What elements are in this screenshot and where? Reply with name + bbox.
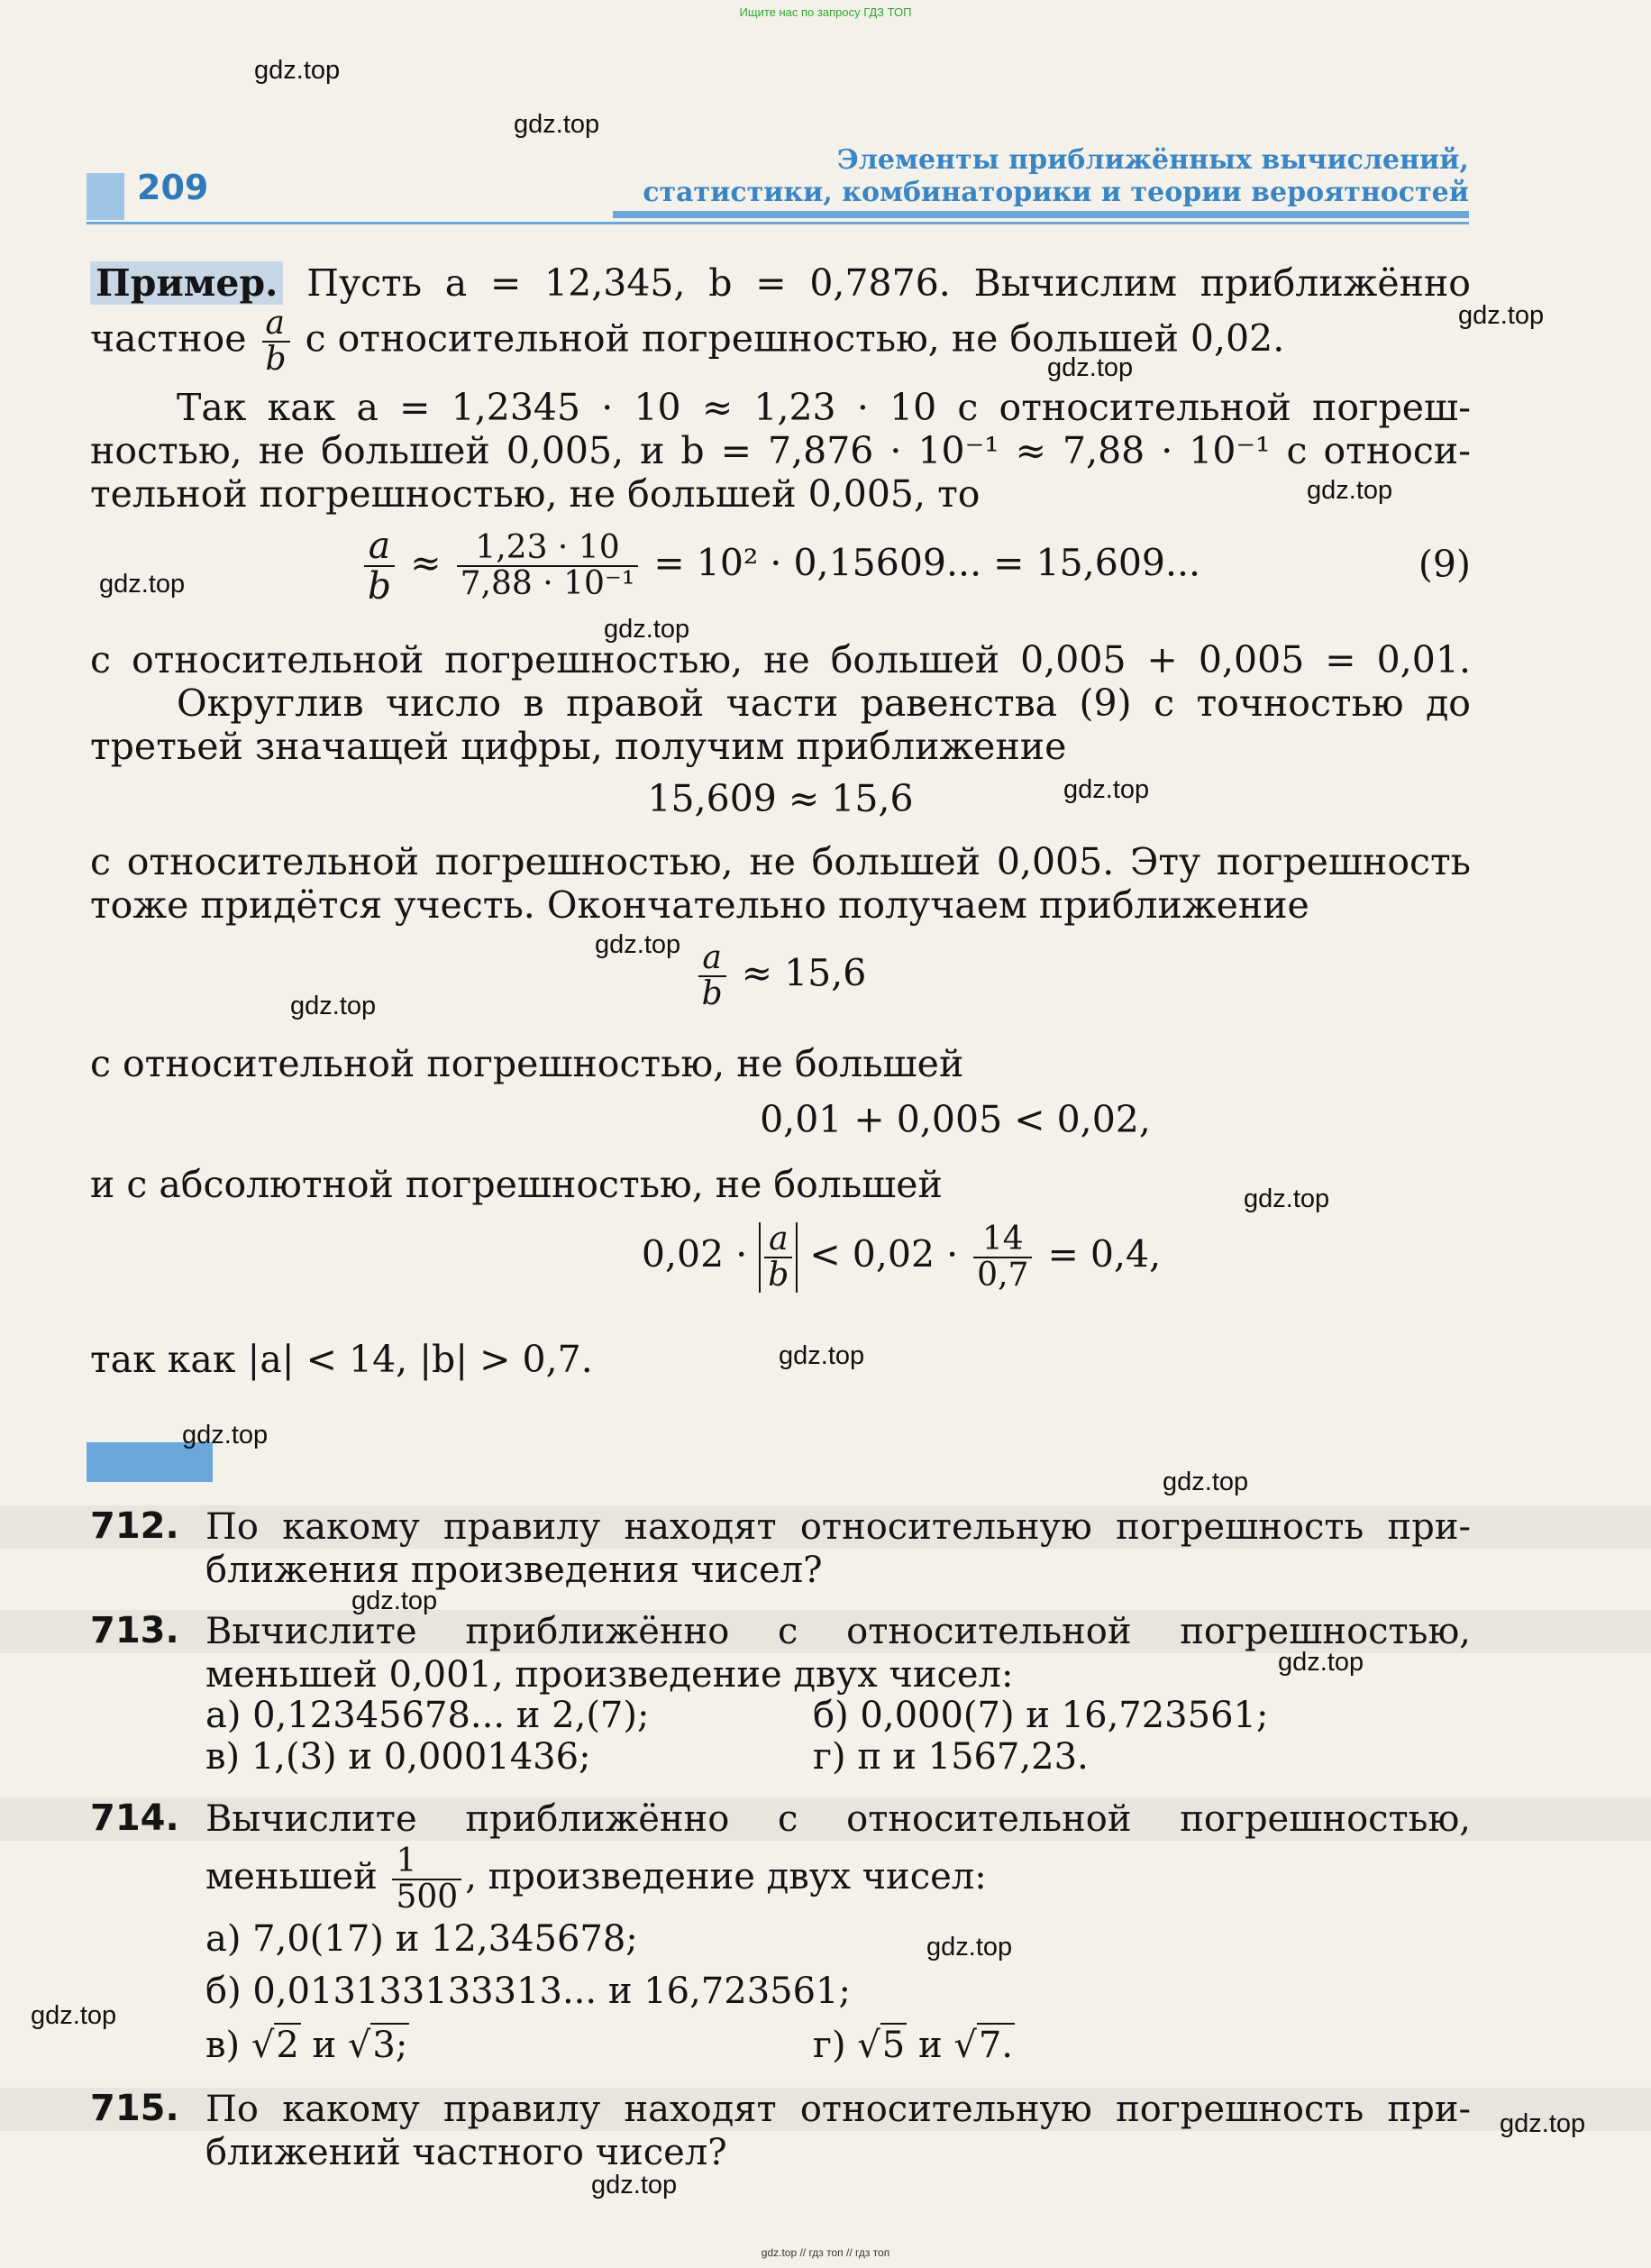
example-text: Пусть a = 12,345, b = 0,7876. Вычислим приближённо xyxy=(306,261,1471,305)
fraction-a-over-b xyxy=(364,526,395,606)
watermark: gdz.top xyxy=(1063,775,1150,804)
text: = 0,4, xyxy=(1047,1232,1162,1276)
equation-rounding: 15,609 ≈ 15,6 xyxy=(647,777,914,820)
exercise-number: 714. xyxy=(90,1797,179,1839)
sqrt: √7. xyxy=(953,2025,1014,2066)
exercise-text xyxy=(205,1844,1471,1915)
denominator: b xyxy=(701,974,723,1012)
fraction xyxy=(457,531,639,601)
exercise-text: Вычислите приближённо с относительной погрешностью, xyxy=(205,1798,1471,1840)
fraction-one-over-500 xyxy=(392,1844,461,1915)
denominator: 7,88 · 10⁻¹ xyxy=(460,565,635,603)
sqrt: √2 xyxy=(251,2025,299,2066)
exercise-option: а) 7,0(17) и 12,345678; xyxy=(205,1918,638,1960)
numerator: a xyxy=(698,941,726,977)
watermark: gdz.top xyxy=(31,2001,117,2030)
exercise-text: По какому правилу находят относительную погрешность при- xyxy=(205,2089,1471,2130)
paragraph-line: третьей значащей цифры, получим приближение xyxy=(90,725,1067,768)
text: в) xyxy=(205,2025,241,2066)
watermark: gdz.top xyxy=(514,110,600,139)
text: меньшей xyxy=(205,1855,378,1898)
header-rule-thin xyxy=(87,222,1469,224)
text: , произведение двух чисел: xyxy=(465,1855,987,1898)
watermark: gdz.top xyxy=(926,1933,1013,1962)
denominator: b xyxy=(768,1256,789,1294)
example-label: Пример. xyxy=(90,261,283,305)
equation-number: (9) xyxy=(1418,543,1471,586)
page-number-bar xyxy=(87,173,124,220)
watermark: gdz.top xyxy=(182,1421,269,1450)
paragraph-line: Так как a = 1,2345 · 10 ≈ 1,23 · 10 с относительной погреш- xyxy=(177,386,1471,429)
denominator: 0,7 xyxy=(977,1256,1029,1294)
text: с относительной погрешностью, не большей 0,02. xyxy=(305,316,1285,361)
exercise-number: 713. xyxy=(90,1610,179,1651)
exercise-number: 715. xyxy=(90,2088,179,2129)
watermark: gdz.top xyxy=(591,2171,678,2199)
running-header-line2: статистики, комбинаторики и теории вероятностей xyxy=(643,177,1469,208)
numerator: 1 xyxy=(392,1844,461,1880)
abs-value xyxy=(759,1222,798,1293)
exercise-option: б) 0,000(7) и 16,723561; xyxy=(813,1695,1269,1736)
watermark: gdz.top xyxy=(1244,1184,1330,1213)
denominator: 500 xyxy=(396,1878,459,1916)
page-number: 209 xyxy=(137,168,209,207)
watermark: gdz.top xyxy=(1163,1468,1249,1496)
watermark: gdz.top xyxy=(254,56,341,85)
text: частное xyxy=(90,316,247,361)
watermark: gdz.top xyxy=(595,930,681,959)
radicand: 5 xyxy=(881,2025,906,2066)
paragraph-line: ностью, не большей 0,005, и b = 7,876 · 10⁻¹ ≈ 7,88 · 10⁻¹ с относи- xyxy=(90,429,1471,472)
exercise-text: Вычислите приближённо с относительной погрешностью, xyxy=(205,1611,1471,1652)
bottom-banner[interactable]: gdz.top // гдз топ // гдз топ xyxy=(761,2246,890,2259)
paragraph-line: тоже придётся учесть. Окончательно получаем приближение xyxy=(90,883,1309,927)
radicand: 3; xyxy=(372,2025,408,2066)
text: и xyxy=(917,2025,943,2066)
exercise-option: б) 0,013133133313... и 16,723561; xyxy=(205,1971,851,2012)
watermark: gdz.top xyxy=(290,992,377,1020)
paragraph-line: тельной погрешностью, не большей 0,005, то xyxy=(90,472,981,516)
watermark: gdz.top xyxy=(99,570,186,599)
text: 0,02 · xyxy=(641,1232,748,1276)
equation-9 xyxy=(90,526,1471,606)
running-header-line1: Элементы приближённых вычислений, xyxy=(836,144,1469,176)
exercise-option: в) 1,(3) и 0,0001436; xyxy=(205,1736,591,1778)
watermark: gdz.top xyxy=(604,615,690,644)
numerator: 1,23 · 10 xyxy=(457,531,639,567)
top-banner[interactable]: Ищите нас по запросу ГДЗ ТОП xyxy=(739,5,912,19)
fraction xyxy=(973,1222,1032,1293)
exercise-number: 712. xyxy=(90,1505,179,1547)
numerator: 14 xyxy=(973,1222,1032,1258)
example-line-1 xyxy=(90,261,1471,305)
text: г) xyxy=(813,2025,846,2066)
header-rule xyxy=(613,211,1469,218)
exercise-text: меньшей 0,001, произведение двух чисел: xyxy=(205,1654,1014,1696)
equation-absolute xyxy=(451,1222,1352,1293)
paragraph-line: с относительной погрешностью, не большей 0,005. Эту погрешность xyxy=(90,840,1471,883)
numerator: a xyxy=(364,526,395,567)
paragraph-line: Округлив число в правой части равенства (9) с точностью до xyxy=(177,681,1471,725)
equation-rest: = 10² · 0,15609... = 15,609... xyxy=(653,541,1201,585)
exercise-text: По какому правилу находят относительную погрешность при- xyxy=(205,1506,1471,1548)
watermark: gdz.top xyxy=(1500,2109,1586,2138)
paragraph-line: так как |a| < 14, |b| > 0,7. xyxy=(90,1338,593,1381)
numerator: a xyxy=(262,306,290,343)
denominator: b xyxy=(367,564,392,608)
exercise-option xyxy=(813,2025,1015,2066)
watermark: gdz.top xyxy=(779,1341,865,1370)
watermark: gdz.top xyxy=(1458,301,1545,330)
equation-sum: 0,01 + 0,005 < 0,02, xyxy=(760,1098,1151,1141)
watermark: gdz.top xyxy=(1278,1648,1364,1677)
paragraph-line: с относительной погрешностью, не большей 0,005 + 0,005 = 0,01. xyxy=(90,638,1471,681)
equation-rest: ≈ 15,6 xyxy=(741,951,867,995)
sqrt: √3; xyxy=(347,2025,408,2066)
exercise-text: ближений частного чисел? xyxy=(205,2132,727,2173)
watermark: gdz.top xyxy=(1047,353,1134,382)
radicand: 2 xyxy=(276,2025,299,2066)
approx-sign: ≈ xyxy=(410,541,442,585)
exercise-option: г) π и 1567,23. xyxy=(813,1736,1089,1778)
paragraph-line: и с абсолютной погрешностью, не большей xyxy=(90,1163,943,1206)
exercise-text: ближения произведения чисел? xyxy=(205,1550,823,1591)
text: и xyxy=(312,2025,337,2066)
numerator: a xyxy=(764,1222,792,1258)
exercise-option: а) 0,12345678... и 2,(7); xyxy=(205,1695,650,1736)
exercise-option xyxy=(205,2025,409,2066)
watermark: gdz.top xyxy=(1307,476,1393,505)
example-line-2 xyxy=(90,306,1471,377)
sqrt: √5 xyxy=(857,2025,906,2066)
fraction-a-over-b xyxy=(698,941,726,1011)
paragraph-line: с относительной погрешностью, не большей xyxy=(90,1042,964,1085)
watermark: gdz.top xyxy=(351,1587,438,1615)
fraction-a-over-b xyxy=(262,306,290,377)
radicand: 7. xyxy=(978,2025,1014,2066)
denominator: b xyxy=(265,340,287,378)
fraction-a-over-b xyxy=(764,1222,792,1293)
text: < 0,02 · xyxy=(809,1232,959,1276)
